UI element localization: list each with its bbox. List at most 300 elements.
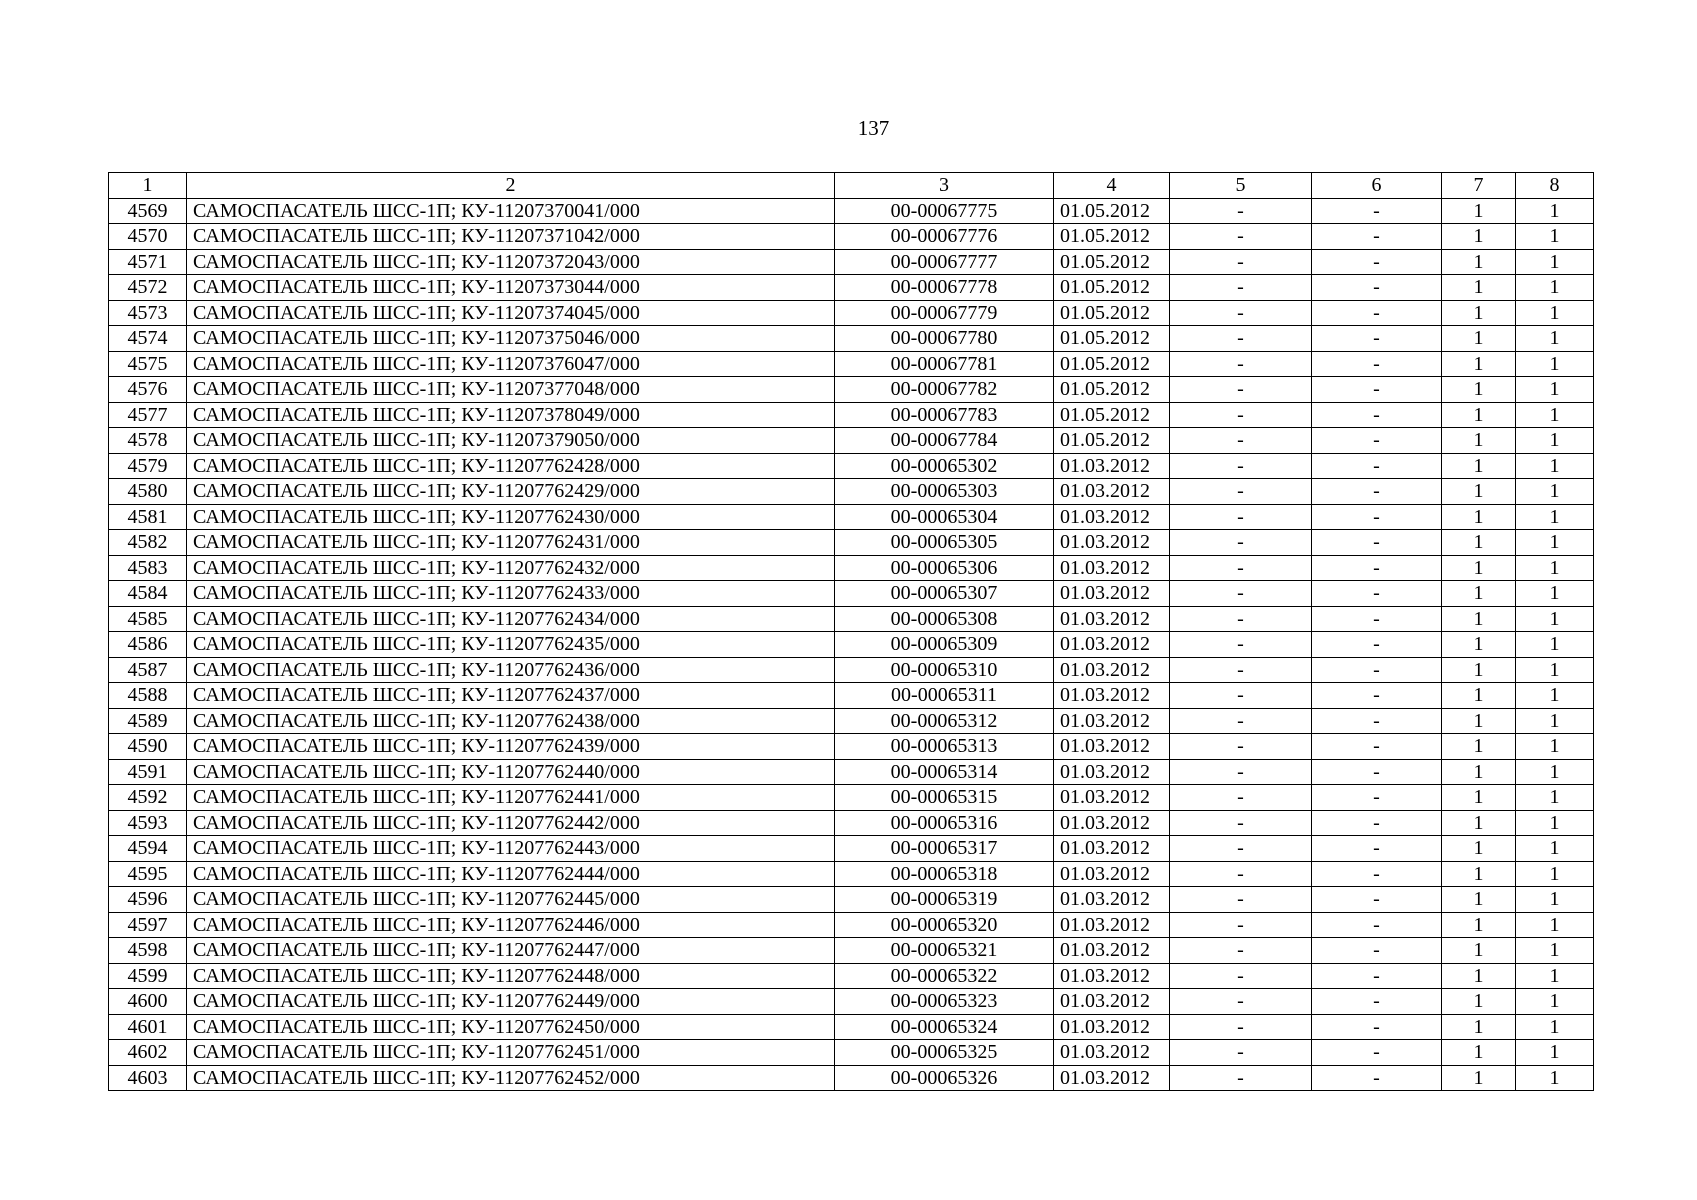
column-8-cell: 1 [1516, 224, 1594, 250]
date-cell: 01.03.2012 [1054, 912, 1170, 938]
column-6-cell: - [1312, 708, 1442, 734]
column-7-cell: 1 [1442, 810, 1516, 836]
column-7-cell: 1 [1442, 275, 1516, 301]
column-6-cell: - [1312, 759, 1442, 785]
column-5-cell: - [1170, 989, 1312, 1015]
column-8-cell: 1 [1516, 453, 1594, 479]
column-8-cell: 1 [1516, 759, 1594, 785]
column-7-cell: 1 [1442, 504, 1516, 530]
item-name-cell: САМОСПАСАТЕЛЬ ШСС-1П; КУ-11207377048/000 [187, 377, 835, 403]
column-6-cell: - [1312, 1065, 1442, 1091]
item-name-cell: САМОСПАСАТЕЛЬ ШСС-1П; КУ-11207372043/000 [187, 249, 835, 275]
item-name-cell: САМОСПАСАТЕЛЬ ШСС-1П; КУ-11207762428/000 [187, 453, 835, 479]
row-number-cell: 4588 [109, 683, 187, 709]
column-8-cell: 1 [1516, 683, 1594, 709]
table-row [109, 275, 1594, 301]
item-name-cell: САМОСПАСАТЕЛЬ ШСС-1П; КУ-11207762447/000 [187, 938, 835, 964]
row-number-cell: 4572 [109, 275, 187, 301]
table-row [109, 351, 1594, 377]
item-name-cell: САМОСПАСАТЕЛЬ ШСС-1П; КУ-11207762430/000 [187, 504, 835, 530]
column-6-cell: - [1312, 326, 1442, 352]
column-5-cell: - [1170, 377, 1312, 403]
inventory-code-cell: 00-00065307 [835, 581, 1054, 607]
row-number-cell: 4578 [109, 428, 187, 454]
date-cell: 01.03.2012 [1054, 1040, 1170, 1066]
date-cell: 01.03.2012 [1054, 836, 1170, 862]
column-8-cell: 1 [1516, 198, 1594, 224]
column-5-cell: - [1170, 428, 1312, 454]
column-6-cell: - [1312, 504, 1442, 530]
date-cell: 01.03.2012 [1054, 606, 1170, 632]
column-6-cell: - [1312, 428, 1442, 454]
column-6-cell: - [1312, 249, 1442, 275]
column-6-cell: - [1312, 887, 1442, 913]
inventory-code-cell: 00-00065322 [835, 963, 1054, 989]
column-6-cell: - [1312, 734, 1442, 760]
inventory-code-cell: 00-00065326 [835, 1065, 1054, 1091]
inventory-code-cell: 00-00067780 [835, 326, 1054, 352]
date-cell: 01.03.2012 [1054, 759, 1170, 785]
row-number-cell: 4593 [109, 810, 187, 836]
table-row [109, 428, 1594, 454]
table-row [109, 963, 1594, 989]
column-header-7: 7 [1442, 173, 1516, 199]
row-number-cell: 4570 [109, 224, 187, 250]
row-number-cell: 4586 [109, 632, 187, 658]
row-number-cell: 4585 [109, 606, 187, 632]
column-header-3: 3 [835, 173, 1054, 199]
column-7-cell: 1 [1442, 198, 1516, 224]
item-name-cell: САМОСПАСАТЕЛЬ ШСС-1П; КУ-11207762450/000 [187, 1014, 835, 1040]
column-5-cell: - [1170, 300, 1312, 326]
inventory-code-cell: 00-00065306 [835, 555, 1054, 581]
row-number-cell: 4580 [109, 479, 187, 505]
item-name-cell: САМОСПАСАТЕЛЬ ШСС-1П; КУ-11207762439/000 [187, 734, 835, 760]
table-row [109, 887, 1594, 913]
inventory-code-cell: 00-00065320 [835, 912, 1054, 938]
column-5-cell: - [1170, 836, 1312, 862]
row-number-cell: 4591 [109, 759, 187, 785]
inventory-code-cell: 00-00065308 [835, 606, 1054, 632]
column-8-cell: 1 [1516, 300, 1594, 326]
item-name-cell: САМОСПАСАТЕЛЬ ШСС-1П; КУ-11207762437/000 [187, 683, 835, 709]
column-7-cell: 1 [1442, 1014, 1516, 1040]
inventory-code-cell: 00-00065317 [835, 836, 1054, 862]
table-row [109, 504, 1594, 530]
column-5-cell: - [1170, 963, 1312, 989]
table-row [109, 581, 1594, 607]
column-6-cell: - [1312, 938, 1442, 964]
date-cell: 01.05.2012 [1054, 300, 1170, 326]
item-name-cell: САМОСПАСАТЕЛЬ ШСС-1П; КУ-11207762452/000 [187, 1065, 835, 1091]
row-number-cell: 4603 [109, 1065, 187, 1091]
table-row [109, 836, 1594, 862]
header-row [109, 173, 1594, 199]
column-8-cell: 1 [1516, 402, 1594, 428]
column-5-cell: - [1170, 1040, 1312, 1066]
column-8-cell: 1 [1516, 377, 1594, 403]
item-name-cell: САМОСПАСАТЕЛЬ ШСС-1П; КУ-11207762451/000 [187, 1040, 835, 1066]
row-number-cell: 4584 [109, 581, 187, 607]
column-7-cell: 1 [1442, 734, 1516, 760]
table-row [109, 453, 1594, 479]
column-5-cell: - [1170, 504, 1312, 530]
column-header-8: 8 [1516, 173, 1594, 199]
column-5-cell: - [1170, 810, 1312, 836]
row-number-cell: 4601 [109, 1014, 187, 1040]
column-5-cell: - [1170, 734, 1312, 760]
column-6-cell: - [1312, 989, 1442, 1015]
row-number-cell: 4594 [109, 836, 187, 862]
column-7-cell: 1 [1442, 887, 1516, 913]
column-8-cell: 1 [1516, 504, 1594, 530]
row-number-cell: 4597 [109, 912, 187, 938]
inventory-code-cell: 00-00065315 [835, 785, 1054, 811]
item-name-cell: САМОСПАСАТЕЛЬ ШСС-1П; КУ-11207762429/000 [187, 479, 835, 505]
column-6-cell: - [1312, 453, 1442, 479]
column-8-cell: 1 [1516, 989, 1594, 1015]
date-cell: 01.03.2012 [1054, 530, 1170, 556]
row-number-cell: 4596 [109, 887, 187, 913]
inventory-code-cell: 00-00067776 [835, 224, 1054, 250]
column-7-cell: 1 [1442, 759, 1516, 785]
table-row [109, 479, 1594, 505]
column-7-cell: 1 [1442, 963, 1516, 989]
column-6-cell: - [1312, 683, 1442, 709]
item-name-cell: САМОСПАСАТЕЛЬ ШСС-1П; КУ-11207378049/000 [187, 402, 835, 428]
inventory-code-cell: 00-00065310 [835, 657, 1054, 683]
row-number-cell: 4602 [109, 1040, 187, 1066]
page-number: 137 [857, 116, 890, 140]
column-6-cell: - [1312, 530, 1442, 556]
table-body [109, 198, 1594, 1091]
date-cell: 01.03.2012 [1054, 555, 1170, 581]
row-number-cell: 4581 [109, 504, 187, 530]
item-name-cell: САМОСПАСАТЕЛЬ ШСС-1П; КУ-11207762446/000 [187, 912, 835, 938]
date-cell: 01.03.2012 [1054, 1065, 1170, 1091]
item-name-cell: САМОСПАСАТЕЛЬ ШСС-1П; КУ-11207762438/000 [187, 708, 835, 734]
column-5-cell: - [1170, 657, 1312, 683]
column-7-cell: 1 [1442, 785, 1516, 811]
date-cell: 01.03.2012 [1054, 683, 1170, 709]
table-row [109, 555, 1594, 581]
column-7-cell: 1 [1442, 632, 1516, 658]
date-cell: 01.05.2012 [1054, 198, 1170, 224]
inventory-code-cell: 00-00065309 [835, 632, 1054, 658]
item-name-cell: САМОСПАСАТЕЛЬ ШСС-1П; КУ-11207762442/000 [187, 810, 835, 836]
inventory-code-cell: 00-00067783 [835, 402, 1054, 428]
column-5-cell: - [1170, 530, 1312, 556]
inventory-code-cell: 00-00065324 [835, 1014, 1054, 1040]
date-cell: 01.03.2012 [1054, 861, 1170, 887]
column-8-cell: 1 [1516, 708, 1594, 734]
date-cell: 01.03.2012 [1054, 479, 1170, 505]
table-row [109, 530, 1594, 556]
column-7-cell: 1 [1442, 428, 1516, 454]
column-5-cell: - [1170, 708, 1312, 734]
table-row [109, 1014, 1594, 1040]
column-7-cell: 1 [1442, 581, 1516, 607]
column-6-cell: - [1312, 657, 1442, 683]
column-7-cell: 1 [1442, 989, 1516, 1015]
column-5-cell: - [1170, 326, 1312, 352]
table-row [109, 1065, 1594, 1091]
column-6-cell: - [1312, 963, 1442, 989]
column-6-cell: - [1312, 785, 1442, 811]
table-row [109, 657, 1594, 683]
inventory-code-cell: 00-00065313 [835, 734, 1054, 760]
column-5-cell: - [1170, 224, 1312, 250]
table-row [109, 759, 1594, 785]
column-5-cell: - [1170, 887, 1312, 913]
column-6-cell: - [1312, 1040, 1442, 1066]
item-name-cell: САМОСПАСАТЕЛЬ ШСС-1П; КУ-11207375046/000 [187, 326, 835, 352]
table-row [109, 606, 1594, 632]
date-cell: 01.05.2012 [1054, 224, 1170, 250]
inventory-code-cell: 00-00065319 [835, 887, 1054, 913]
item-name-cell: САМОСПАСАТЕЛЬ ШСС-1П; КУ-11207762433/000 [187, 581, 835, 607]
item-name-cell: САМОСПАСАТЕЛЬ ШСС-1П; КУ-11207762441/000 [187, 785, 835, 811]
table-row [109, 300, 1594, 326]
table-row [109, 224, 1594, 250]
inventory-code-cell: 00-00067784 [835, 428, 1054, 454]
inventory-code-cell: 00-00065305 [835, 530, 1054, 556]
column-8-cell: 1 [1516, 249, 1594, 275]
date-cell: 01.03.2012 [1054, 734, 1170, 760]
row-number-cell: 4573 [109, 300, 187, 326]
column-7-cell: 1 [1442, 861, 1516, 887]
inventory-code-cell: 00-00067781 [835, 351, 1054, 377]
date-cell: 01.05.2012 [1054, 428, 1170, 454]
row-number-cell: 4574 [109, 326, 187, 352]
item-name-cell: САМОСПАСАТЕЛЬ ШСС-1П; КУ-11207762448/000 [187, 963, 835, 989]
column-5-cell: - [1170, 912, 1312, 938]
row-number-cell: 4589 [109, 708, 187, 734]
column-6-cell: - [1312, 351, 1442, 377]
column-5-cell: - [1170, 351, 1312, 377]
column-5-cell: - [1170, 249, 1312, 275]
date-cell: 01.05.2012 [1054, 275, 1170, 301]
inventory-code-cell: 00-00065312 [835, 708, 1054, 734]
inventory-code-cell: 00-00065318 [835, 861, 1054, 887]
column-8-cell: 1 [1516, 479, 1594, 505]
inventory-code-cell: 00-00065321 [835, 938, 1054, 964]
column-8-cell: 1 [1516, 887, 1594, 913]
column-7-cell: 1 [1442, 377, 1516, 403]
date-cell: 01.03.2012 [1054, 453, 1170, 479]
column-8-cell: 1 [1516, 938, 1594, 964]
inventory-code-cell: 00-00067779 [835, 300, 1054, 326]
inventory-table [108, 172, 1594, 1091]
column-6-cell: - [1312, 224, 1442, 250]
column-5-cell: - [1170, 479, 1312, 505]
row-number-cell: 4571 [109, 249, 187, 275]
column-6-cell: - [1312, 275, 1442, 301]
row-number-cell: 4577 [109, 402, 187, 428]
row-number-cell: 4576 [109, 377, 187, 403]
column-8-cell: 1 [1516, 581, 1594, 607]
column-6-cell: - [1312, 402, 1442, 428]
inventory-code-cell: 00-00065311 [835, 683, 1054, 709]
table-header [109, 173, 1594, 199]
date-cell: 01.03.2012 [1054, 657, 1170, 683]
item-name-cell: САМОСПАСАТЕЛЬ ШСС-1П; КУ-11207376047/000 [187, 351, 835, 377]
row-number-cell: 4598 [109, 938, 187, 964]
column-7-cell: 1 [1442, 326, 1516, 352]
date-cell: 01.05.2012 [1054, 351, 1170, 377]
column-7-cell: 1 [1442, 1040, 1516, 1066]
date-cell: 01.05.2012 [1054, 326, 1170, 352]
column-7-cell: 1 [1442, 1065, 1516, 1091]
column-7-cell: 1 [1442, 453, 1516, 479]
row-number-cell: 4575 [109, 351, 187, 377]
column-6-cell: - [1312, 581, 1442, 607]
item-name-cell: САМОСПАСАТЕЛЬ ШСС-1П; КУ-11207762435/000 [187, 632, 835, 658]
row-number-cell: 4595 [109, 861, 187, 887]
column-7-cell: 1 [1442, 555, 1516, 581]
table-row [109, 632, 1594, 658]
column-7-cell: 1 [1442, 351, 1516, 377]
table-row [109, 198, 1594, 224]
item-name-cell: САМОСПАСАТЕЛЬ ШСС-1П; КУ-11207762443/000 [187, 836, 835, 862]
inventory-code-cell: 00-00065302 [835, 453, 1054, 479]
column-7-cell: 1 [1442, 300, 1516, 326]
column-header-1: 1 [109, 173, 187, 199]
column-6-cell: - [1312, 555, 1442, 581]
row-number-cell: 4600 [109, 989, 187, 1015]
row-number-cell: 4592 [109, 785, 187, 811]
item-name-cell: САМОСПАСАТЕЛЬ ШСС-1П; КУ-11207762431/000 [187, 530, 835, 556]
column-6-cell: - [1312, 861, 1442, 887]
column-6-cell: - [1312, 632, 1442, 658]
column-5-cell: - [1170, 785, 1312, 811]
column-8-cell: 1 [1516, 632, 1594, 658]
date-cell: 01.03.2012 [1054, 785, 1170, 811]
item-name-cell: САМОСПАСАТЕЛЬ ШСС-1П; КУ-11207762445/000 [187, 887, 835, 913]
row-number-cell: 4590 [109, 734, 187, 760]
column-5-cell: - [1170, 938, 1312, 964]
item-name-cell: САМОСПАСАТЕЛЬ ШСС-1П; КУ-11207379050/000 [187, 428, 835, 454]
column-6-cell: - [1312, 1014, 1442, 1040]
column-8-cell: 1 [1516, 428, 1594, 454]
inventory-code-cell: 00-00067778 [835, 275, 1054, 301]
item-name-cell: САМОСПАСАТЕЛЬ ШСС-1П; КУ-11207762434/000 [187, 606, 835, 632]
column-5-cell: - [1170, 683, 1312, 709]
table-row [109, 989, 1594, 1015]
column-8-cell: 1 [1516, 1065, 1594, 1091]
table-row [109, 708, 1594, 734]
item-name-cell: САМОСПАСАТЕЛЬ ШСС-1П; КУ-11207371042/000 [187, 224, 835, 250]
column-6-cell: - [1312, 479, 1442, 505]
column-5-cell: - [1170, 1014, 1312, 1040]
date-cell: 01.03.2012 [1054, 504, 1170, 530]
column-5-cell: - [1170, 198, 1312, 224]
column-header-2: 2 [187, 173, 835, 199]
item-name-cell: САМОСПАСАТЕЛЬ ШСС-1П; КУ-11207762432/000 [187, 555, 835, 581]
inventory-code-cell: 00-00065314 [835, 759, 1054, 785]
column-8-cell: 1 [1516, 530, 1594, 556]
column-8-cell: 1 [1516, 275, 1594, 301]
column-6-cell: - [1312, 836, 1442, 862]
column-8-cell: 1 [1516, 606, 1594, 632]
column-5-cell: - [1170, 453, 1312, 479]
date-cell: 01.03.2012 [1054, 887, 1170, 913]
item-name-cell: САМОСПАСАТЕЛЬ ШСС-1П; КУ-11207762436/000 [187, 657, 835, 683]
table-row [109, 938, 1594, 964]
table-row [109, 377, 1594, 403]
column-7-cell: 1 [1442, 836, 1516, 862]
column-5-cell: - [1170, 632, 1312, 658]
column-6-cell: - [1312, 300, 1442, 326]
column-8-cell: 1 [1516, 351, 1594, 377]
table-row [109, 402, 1594, 428]
column-5-cell: - [1170, 581, 1312, 607]
item-name-cell: САМОСПАСАТЕЛЬ ШСС-1П; КУ-11207374045/000 [187, 300, 835, 326]
column-5-cell: - [1170, 861, 1312, 887]
column-8-cell: 1 [1516, 1040, 1594, 1066]
column-5-cell: - [1170, 606, 1312, 632]
item-name-cell: САМОСПАСАТЕЛЬ ШСС-1П; КУ-11207762449/000 [187, 989, 835, 1015]
column-7-cell: 1 [1442, 224, 1516, 250]
column-8-cell: 1 [1516, 1014, 1594, 1040]
inventory-code-cell: 00-00065323 [835, 989, 1054, 1015]
column-7-cell: 1 [1442, 530, 1516, 556]
column-5-cell: - [1170, 275, 1312, 301]
column-6-cell: - [1312, 606, 1442, 632]
table-row [109, 912, 1594, 938]
date-cell: 01.05.2012 [1054, 249, 1170, 275]
column-header-4: 4 [1054, 173, 1170, 199]
column-8-cell: 1 [1516, 861, 1594, 887]
column-7-cell: 1 [1442, 683, 1516, 709]
column-8-cell: 1 [1516, 326, 1594, 352]
item-name-cell: САМОСПАСАТЕЛЬ ШСС-1П; КУ-11207373044/000 [187, 275, 835, 301]
column-5-cell: - [1170, 402, 1312, 428]
table-row [109, 861, 1594, 887]
column-6-cell: - [1312, 377, 1442, 403]
table-row [109, 249, 1594, 275]
column-8-cell: 1 [1516, 657, 1594, 683]
row-number-cell: 4569 [109, 198, 187, 224]
column-6-cell: - [1312, 810, 1442, 836]
column-7-cell: 1 [1442, 249, 1516, 275]
column-8-cell: 1 [1516, 963, 1594, 989]
inventory-code-cell: 00-00065304 [835, 504, 1054, 530]
date-cell: 01.03.2012 [1054, 632, 1170, 658]
column-7-cell: 1 [1442, 708, 1516, 734]
date-cell: 01.03.2012 [1054, 963, 1170, 989]
date-cell: 01.03.2012 [1054, 1014, 1170, 1040]
column-header-5: 5 [1170, 173, 1312, 199]
row-number-cell: 4587 [109, 657, 187, 683]
inventory-code-cell: 00-00067782 [835, 377, 1054, 403]
column-8-cell: 1 [1516, 810, 1594, 836]
column-7-cell: 1 [1442, 606, 1516, 632]
item-name-cell: САМОСПАСАТЕЛЬ ШСС-1П; КУ-11207370041/000 [187, 198, 835, 224]
column-7-cell: 1 [1442, 938, 1516, 964]
item-name-cell: САМОСПАСАТЕЛЬ ШСС-1П; КУ-11207762440/000 [187, 759, 835, 785]
column-5-cell: - [1170, 1065, 1312, 1091]
date-cell: 01.03.2012 [1054, 810, 1170, 836]
date-cell: 01.03.2012 [1054, 708, 1170, 734]
date-cell: 01.03.2012 [1054, 989, 1170, 1015]
inventory-code-cell: 00-00065303 [835, 479, 1054, 505]
date-cell: 01.03.2012 [1054, 938, 1170, 964]
column-8-cell: 1 [1516, 836, 1594, 862]
column-8-cell: 1 [1516, 555, 1594, 581]
column-8-cell: 1 [1516, 912, 1594, 938]
row-number-cell: 4579 [109, 453, 187, 479]
